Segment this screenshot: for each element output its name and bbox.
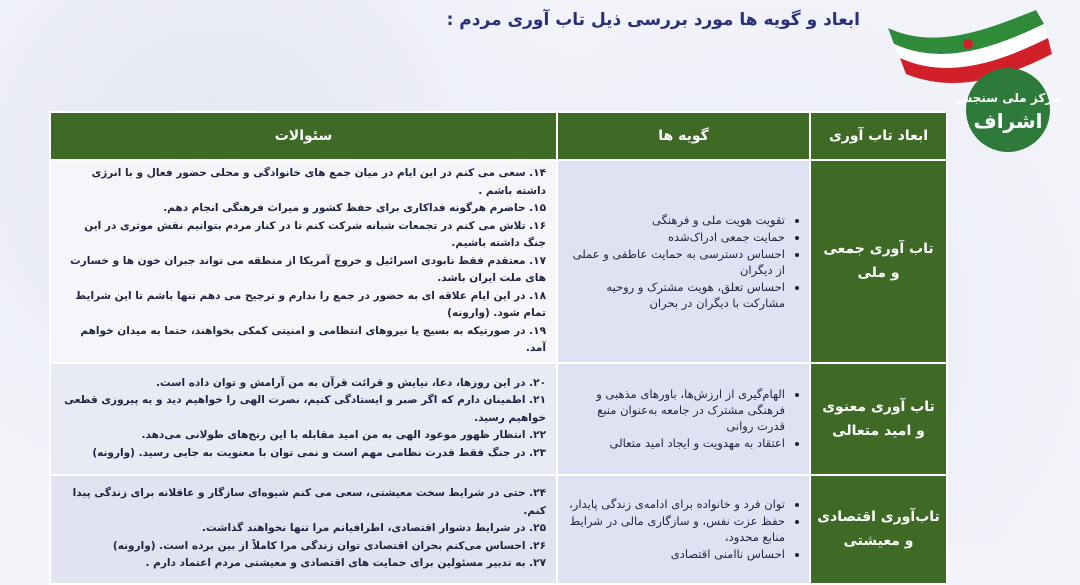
question-item: ۲۷. به تدبیر مسئولین برای حمایت های اقتصادی و معیشتی مردم اعتماد دارم .: [145, 557, 546, 570]
phrase-item: • توان فرد و خانواده برای ادامه‌ی زندگی پایدار،: [566, 496, 785, 512]
question-item: ۱۴. سعی می کنم در این ایام در میان جمع های خانوادگی و محلی حضور فعال و با انرژی داشته باشم .: [91, 167, 546, 197]
phrase-item: • احساس تعلق، هویت مشترک و روحیه مشارکت با دیگران در بحران: [566, 279, 785, 311]
questions-cell: [50, 160, 557, 363]
table-row: [50, 475, 947, 584]
dimension-cell: تاب آوری جمعی و ملی: [810, 160, 947, 363]
logo-text-line2: اشراف: [973, 109, 1043, 133]
header-questions: سئوالات: [50, 112, 557, 160]
question-item: ۲۶. احساس می‌کنم بحران اقتصادی توان زندگی مرا کاملاً از بین برده است. (وارونه): [112, 539, 546, 552]
phrases-cell: [557, 160, 810, 363]
header-dimensions: ابعاد تاب آوری: [810, 112, 947, 160]
phrases-cell: [557, 475, 810, 584]
phrase-item: • احساس ناامنی اقتصادی: [566, 546, 785, 562]
phrase-item: • اعتقاد به مهدویت و ایجاد امید متعالی: [566, 435, 785, 451]
phrase-item: • حمایت جمعی ادراک‌شده: [566, 229, 785, 245]
question-item: ۱۵. حاضرم هرگونه فداکاری برای حفظ کشور و میراث فرهنگی انجام دهم.: [163, 202, 546, 214]
flag-emblem: [963, 39, 973, 49]
questions-cell: [50, 363, 557, 475]
question-item: ۲۱. اطمینان دارم که اگر صبر و ایستادگی کنیم، نصرت الهی را خواهیم دید و به پیروزی قطعی خواهیم رسید.: [64, 394, 546, 424]
table-header-row: [50, 112, 947, 160]
phrase-item: • حفظ عزت نفس، و سازگاری مالی در شرایط منابع محدود،: [566, 513, 785, 545]
phrase-item: • الهام‌گیری از ارزش‌ها، باورهای مذهبی و فرهنگی مشترک در جامعه به‌عنوان منبع قدرت روانی: [566, 386, 785, 434]
question-item: ۱۶. تلاش می کنم در تجمعات شبانه شرکت کنم تا در کنار مردم بتوانیم نقش موثری در این جنگ داشته باشیم.: [84, 219, 546, 249]
dimension-cell: تاب‌آوری اقتصادی و معیشتی: [810, 475, 947, 584]
table-row: [50, 160, 947, 363]
question-item: ۱۷. معتقدم فقط نابودی اسرائیل و خروج آمریکا از منطقه می تواند جبران خون ها و خسارت های ملت ایران باشد.: [70, 254, 546, 284]
question-item: ۲۲. انتظار ظهور موعود الهی به من امید مقابله با این رنج‌های طولانی می‌دهد.: [141, 429, 546, 442]
header-phrases: گویه ها: [557, 112, 810, 160]
question-item: ۲۰. در این روزها، دعا، نیایش و قرائت قرآن به من آرامش و توان داده است.: [156, 376, 546, 389]
question-item: ۱۹. در صورتیکه به بسیج یا نیروهای انتظامی و امنیتی کمکی بخواهند، حتما به میدان خواهم آمد.: [80, 324, 546, 354]
phrase-item: • تقویت هویت ملی و فرهنگی: [566, 212, 785, 228]
table-row: [50, 363, 947, 475]
resilience-table: [49, 111, 948, 585]
question-item: ۲۳. در جنگ فقط قدرت نظامی مهم است و نمی توان با معنویت به جایی رسید. (وارونه): [92, 446, 546, 459]
question-item: ۲۴. حتی در شرایط سخت معیشتی، سعی می کنم شیوه‌ای سازگار و عاقلانه برای زندگی پیدا کنم.: [72, 487, 546, 517]
phrase-item: • احساس دسترسی به حمایت عاطفی و عملی از دیگران: [566, 246, 785, 278]
question-item: ۲۵. در شرایط دشوار اقتصادی، اطرافیانم مرا تنها نخواهند گذاشت.: [202, 522, 546, 535]
dimension-cell: تاب آوری معنوی و امید متعالی: [810, 363, 947, 475]
question-item: ۱۸. در این ایام علاقه ای به حضور در جمع را ندارم و ترجیح می دهم تنها باشم تا این شرایط تمام شود. (وارونه): [75, 289, 546, 319]
logo-text-line1: مرکز ملی سنجش: [955, 91, 1061, 105]
questions-cell: [50, 475, 557, 584]
phrases-cell: [557, 363, 810, 475]
page-title: ابعاد و گویه ها مورد بررسی ذیل تاب آوری مردم :: [446, 10, 860, 30]
